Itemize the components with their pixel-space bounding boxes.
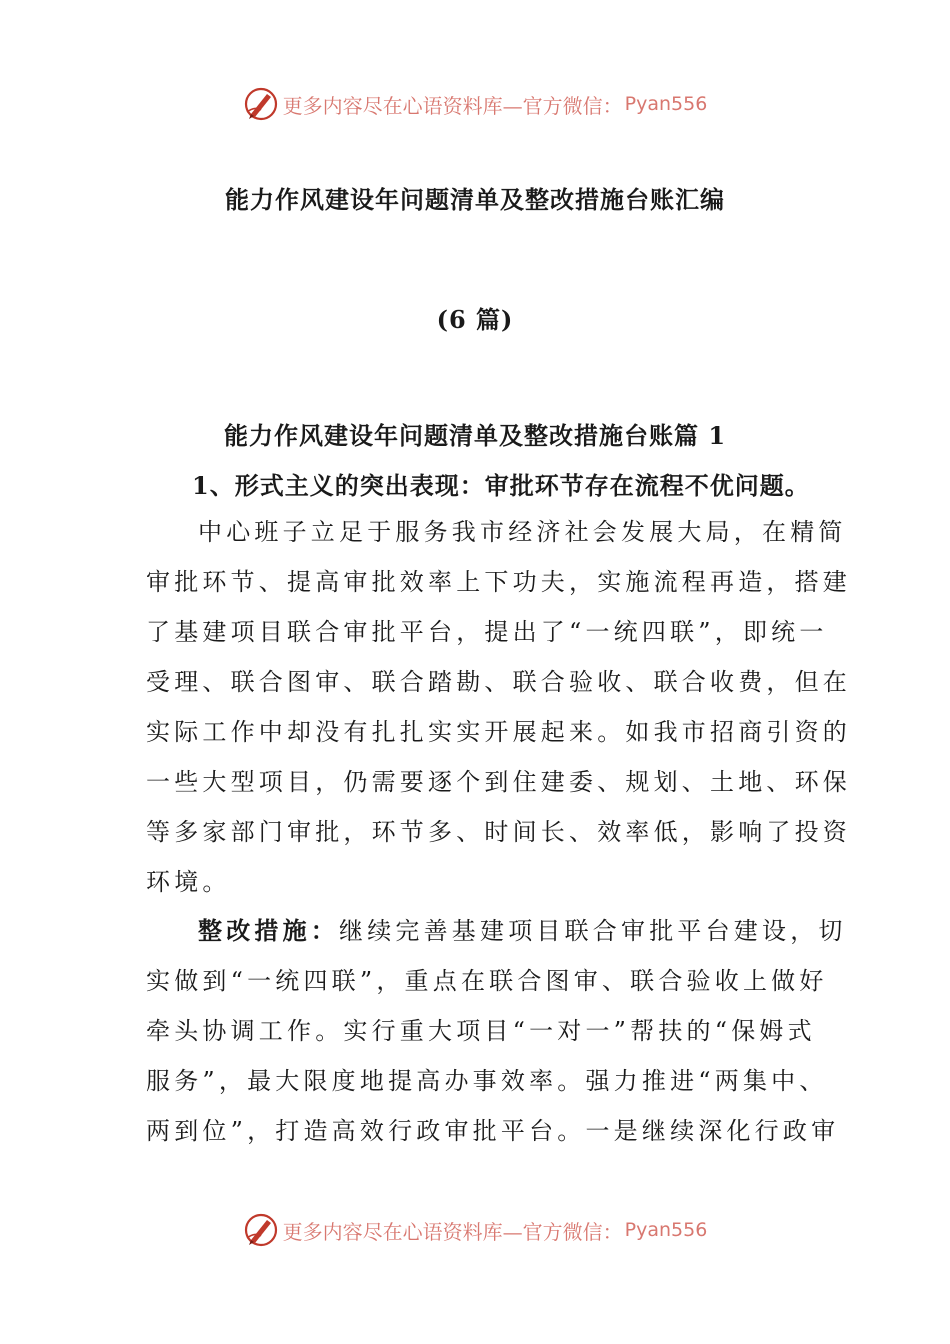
paragraph-line: 中心班子立足于服务我市经济社会发展大局，在精简 [198, 518, 847, 546]
section-title: 能力作风建设年问题清单及整改措施台账篇 1 [223, 421, 727, 450]
document-title: 能力作风建设年问题清单及整改措施台账汇编 [225, 185, 725, 214]
rectification-label: 整改措施： [198, 916, 339, 945]
problem-heading: 1、形式主义的突出表现：审批环节存在流程不优问题。 [192, 471, 810, 500]
pen-logo-icon [243, 86, 279, 122]
watermark-wechat-id: Pyan556 [624, 93, 708, 115]
paragraph-line: 等多家部门审批，环节多、时间长、效率低，影响了投资 [146, 818, 851, 846]
paragraph-line: 服务”，最大限度地提高办事效率。强力推进“两集中、 [146, 1067, 828, 1095]
paragraph-line: 两到位”，打造高效行政审批平台。一是继续深化行政审 [146, 1117, 840, 1145]
paragraph-line: 受理、联合图审、联合踏勘、联合验收、联合收费，但在 [146, 668, 851, 696]
rectification-paragraph [146, 906, 847, 1156]
watermark-footer [0, 1208, 950, 1252]
watermark-text: 更多内容尽在心语资料库—官方微信： [282, 93, 623, 118]
watermark-header [0, 82, 950, 126]
paragraph-line: 了基建项目联合审批平台，提出了“一统四联”，即统一 [146, 618, 828, 646]
paragraph-line: 环境。 [146, 868, 231, 896]
pen-logo-icon [243, 1212, 279, 1248]
paragraph-line-rest: 继续完善基建项目联合审批平台建设，切 [339, 917, 847, 945]
paragraph-line [146, 906, 847, 956]
paragraph-line: 一些大型项目，仍需要逐个到住建委、规划、土地、环保 [146, 768, 851, 796]
document-count: (6 篇) [436, 305, 514, 334]
problem-paragraph [146, 507, 851, 907]
paragraph-line: 审批环节、提高审批效率上下功夫，实施流程再造，搭建 [146, 568, 851, 596]
paragraph-line: 牵头协调工作。实行重大项目“一对一”帮扶的“保姆式 [146, 1017, 816, 1045]
paragraph-line: 实做到“一统四联”，重点在联合图审、联合验收上做好 [146, 967, 828, 995]
watermark-text: 更多内容尽在心语资料库—官方微信： [282, 1219, 623, 1244]
paragraph-line: 实际工作中却没有扎扎实实开展起来。如我市招商引资的 [146, 718, 851, 746]
watermark-wechat-id: Pyan556 [624, 1219, 708, 1241]
